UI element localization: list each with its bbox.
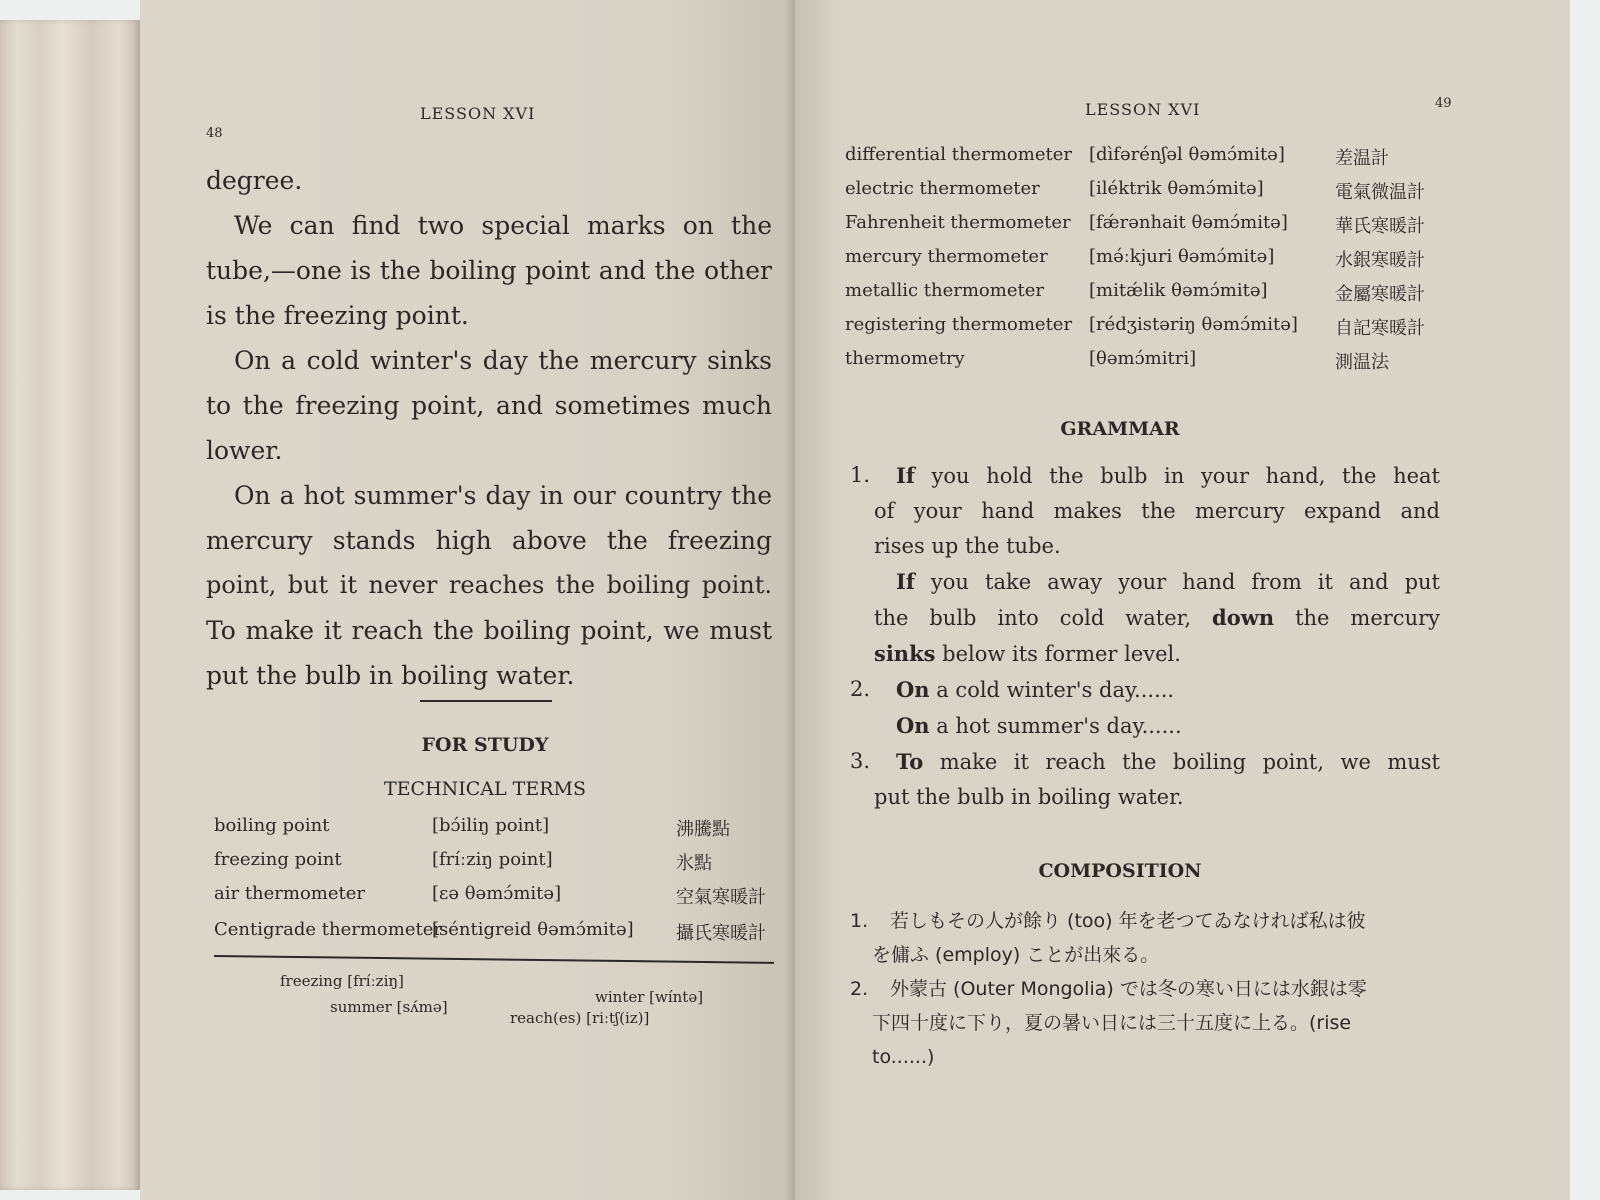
text-run: rises up the tube. bbox=[874, 534, 1061, 558]
text-line bbox=[874, 494, 1440, 529]
text-line: On a cold winter's day the mercury sinks bbox=[234, 346, 772, 375]
text-line: degree. bbox=[206, 166, 303, 195]
item-number: 2. bbox=[850, 677, 871, 701]
text-line bbox=[874, 636, 1440, 672]
text-line: 若しもその人が餘り (too) 年を老つてゐなければ私は彼 bbox=[890, 910, 1366, 932]
text-line bbox=[874, 600, 1440, 636]
text-line: mercury stands high above the freezing bbox=[206, 526, 772, 555]
term-pronunciation: [séntigreid θəmɔ́mitə] bbox=[432, 919, 634, 940]
text-line: On a hot summer's day in our country the bbox=[234, 481, 772, 510]
section-divider bbox=[420, 700, 552, 702]
grammar-item bbox=[850, 744, 1440, 815]
term: registering thermometer bbox=[845, 314, 1073, 335]
book-spine bbox=[0, 20, 140, 1190]
term-japanese: 測温法 bbox=[1335, 352, 1389, 373]
emphasis: sinks bbox=[874, 641, 936, 666]
grammar-list bbox=[850, 458, 1440, 815]
lesson-body bbox=[206, 158, 772, 698]
term-japanese: 氷點 bbox=[676, 853, 712, 874]
term-pronunciation: [fǽrənhait θəmɔ́mitə] bbox=[1089, 212, 1288, 233]
composition-item bbox=[850, 904, 1450, 972]
term-japanese: 空氣寒暖計 bbox=[676, 887, 766, 908]
term: thermometry bbox=[845, 348, 965, 369]
text-run: a hot summer's day...... bbox=[929, 714, 1182, 738]
term-japanese: 差温計 bbox=[1335, 148, 1389, 169]
text-line: を傭ふ (employ) ことが出來る。 bbox=[872, 944, 1160, 966]
term-pronunciation: [dìfərénʃəl θəmɔ́mitə] bbox=[1089, 144, 1285, 165]
term-pronunciation: [fríːziŋ point] bbox=[432, 849, 553, 870]
text-line bbox=[874, 672, 1440, 708]
text-line: To make it reach the boiling point, we must bbox=[206, 616, 772, 645]
term-row bbox=[845, 348, 1545, 378]
text-run: you take away your hand from it and put bbox=[914, 570, 1440, 594]
term-japanese: 金屬寒暖計 bbox=[1335, 284, 1425, 305]
text-line bbox=[874, 529, 1440, 564]
term-pronunciation: [rédʒistəriŋ θəmɔ́mitə] bbox=[1089, 314, 1298, 335]
text-line bbox=[874, 564, 1440, 600]
running-head: LESSON XVI bbox=[420, 104, 536, 123]
glossary-word: reach(es) bbox=[510, 1009, 582, 1027]
text-line: to the freezing point, and sometimes much bbox=[206, 391, 772, 420]
term: electric thermometer bbox=[845, 178, 1040, 199]
composition-list bbox=[850, 904, 1450, 1074]
term-row bbox=[845, 144, 1545, 174]
term-row bbox=[845, 246, 1545, 276]
technical-terms-heading: TECHNICAL TERMS bbox=[383, 778, 586, 800]
composition-item bbox=[850, 972, 1450, 1074]
term-japanese: 自記寒暖計 bbox=[1335, 318, 1425, 339]
emphasis: down bbox=[1212, 605, 1275, 630]
grammar-item bbox=[850, 672, 1440, 744]
term: boiling point bbox=[214, 815, 330, 836]
text-run: make it reach the boiling point, we must bbox=[923, 750, 1440, 774]
for-study-heading: FOR STUDY bbox=[421, 734, 549, 756]
term-pronunciation: [bɔ́iliŋ point] bbox=[432, 815, 550, 836]
term-pronunciation: [θəmɔ́mitri] bbox=[1089, 348, 1197, 369]
term-pronunciation: [mə́ːkjuri θəmɔ́mitə] bbox=[1089, 246, 1275, 267]
term: differential thermometer bbox=[845, 144, 1072, 165]
emphasis: On bbox=[896, 713, 930, 738]
glossary-word: freezing bbox=[280, 972, 343, 990]
term-row bbox=[845, 280, 1545, 310]
text-line: to......) bbox=[872, 1046, 935, 1068]
term-row bbox=[845, 212, 1545, 242]
term-japanese: 電氣微温計 bbox=[1335, 182, 1425, 203]
glossary-pronunciation: [riːtʃ(iz)] bbox=[586, 1009, 650, 1027]
term-pronunciation: [iléktrik θəmɔ́mitə] bbox=[1089, 178, 1264, 199]
term-pronunciation: [εə θəmɔ́mitə] bbox=[432, 883, 562, 904]
text-line bbox=[874, 744, 1440, 780]
term: Centigrade thermometer bbox=[214, 919, 442, 940]
term: metallic thermometer bbox=[845, 280, 1044, 301]
term-row bbox=[214, 849, 794, 879]
term-row bbox=[214, 883, 794, 913]
glossary-entry bbox=[280, 972, 404, 990]
glossary-word: winter bbox=[595, 988, 645, 1006]
text-run: put the bulb in boiling water. bbox=[874, 785, 1184, 809]
term-japanese: 水銀寒暖計 bbox=[1335, 250, 1425, 271]
term-japanese: 沸騰點 bbox=[676, 819, 730, 840]
page-number: 49 bbox=[1435, 96, 1452, 111]
emphasis: On bbox=[896, 677, 930, 702]
glossary-pronunciation: [sʌ́mə] bbox=[396, 998, 448, 1016]
term-japanese: 華氏寒暖計 bbox=[1335, 216, 1425, 237]
term: Fahrenheit thermometer bbox=[845, 212, 1071, 233]
text-run: the bulb into cold water, bbox=[874, 606, 1213, 630]
emphasis: If bbox=[896, 463, 915, 488]
right-page bbox=[795, 0, 1570, 1200]
running-head: LESSON XVI bbox=[1085, 100, 1201, 119]
term: freezing point bbox=[214, 849, 342, 870]
emphasis: To bbox=[896, 749, 924, 774]
term-row bbox=[845, 178, 1545, 208]
item-number: 1. bbox=[850, 910, 869, 932]
footnote-rule bbox=[214, 955, 774, 964]
term-japanese: 攝氏寒暖計 bbox=[676, 923, 766, 944]
text-run: a cold winter's day...... bbox=[929, 678, 1175, 702]
text-line: We can find two special marks on the bbox=[234, 211, 772, 240]
term: mercury thermometer bbox=[845, 246, 1048, 267]
text-line: put the bulb in boiling water. bbox=[206, 661, 575, 690]
item-number: 3. bbox=[850, 749, 871, 773]
glossary-entry bbox=[510, 1009, 649, 1027]
emphasis: If bbox=[896, 569, 915, 594]
text-line: tube,—one is the boiling point and the other bbox=[206, 256, 772, 285]
term-row bbox=[214, 815, 794, 845]
term-row bbox=[214, 919, 794, 949]
text-line: 外蒙古 (Outer Mongolia) では冬の寒い日には水銀は零 bbox=[890, 978, 1367, 1000]
composition-heading: COMPOSITION bbox=[1038, 860, 1202, 882]
text-line bbox=[874, 780, 1440, 815]
glossary-pronunciation: [fríːziŋ] bbox=[347, 972, 404, 990]
glossary-entry bbox=[330, 998, 448, 1016]
page-number: 48 bbox=[206, 126, 223, 141]
text-line: point, but it never reaches the boiling point. bbox=[206, 571, 772, 599]
term-row bbox=[845, 314, 1545, 344]
text-run: of your hand makes the mercury expand and bbox=[874, 499, 1440, 523]
left-page bbox=[140, 0, 795, 1200]
term-pronunciation: [mitǽlik θəmɔ́mitə] bbox=[1089, 280, 1268, 301]
text-run: below its former level. bbox=[935, 642, 1181, 666]
text-line: is the freezing point. bbox=[206, 301, 469, 330]
grammar-item bbox=[850, 458, 1440, 672]
term: air thermometer bbox=[214, 883, 366, 904]
text-line bbox=[874, 458, 1440, 494]
text-run: the mercury bbox=[1274, 606, 1440, 630]
item-number: 1. bbox=[850, 463, 871, 487]
grammar-heading: GRAMMAR bbox=[1060, 418, 1180, 440]
text-line: 下四十度に下り，夏の暑い日には三十五度に上る。(rise bbox=[872, 1012, 1352, 1034]
glossary-entry bbox=[595, 988, 703, 1006]
glossary-word: summer bbox=[330, 998, 392, 1016]
glossary-pronunciation: [wíntə] bbox=[649, 988, 704, 1006]
text-run: you hold the bulb in your hand, the heat bbox=[914, 464, 1440, 488]
text-line bbox=[874, 708, 1440, 744]
item-number: 2. bbox=[850, 978, 869, 1000]
text-line: lower. bbox=[206, 436, 283, 465]
